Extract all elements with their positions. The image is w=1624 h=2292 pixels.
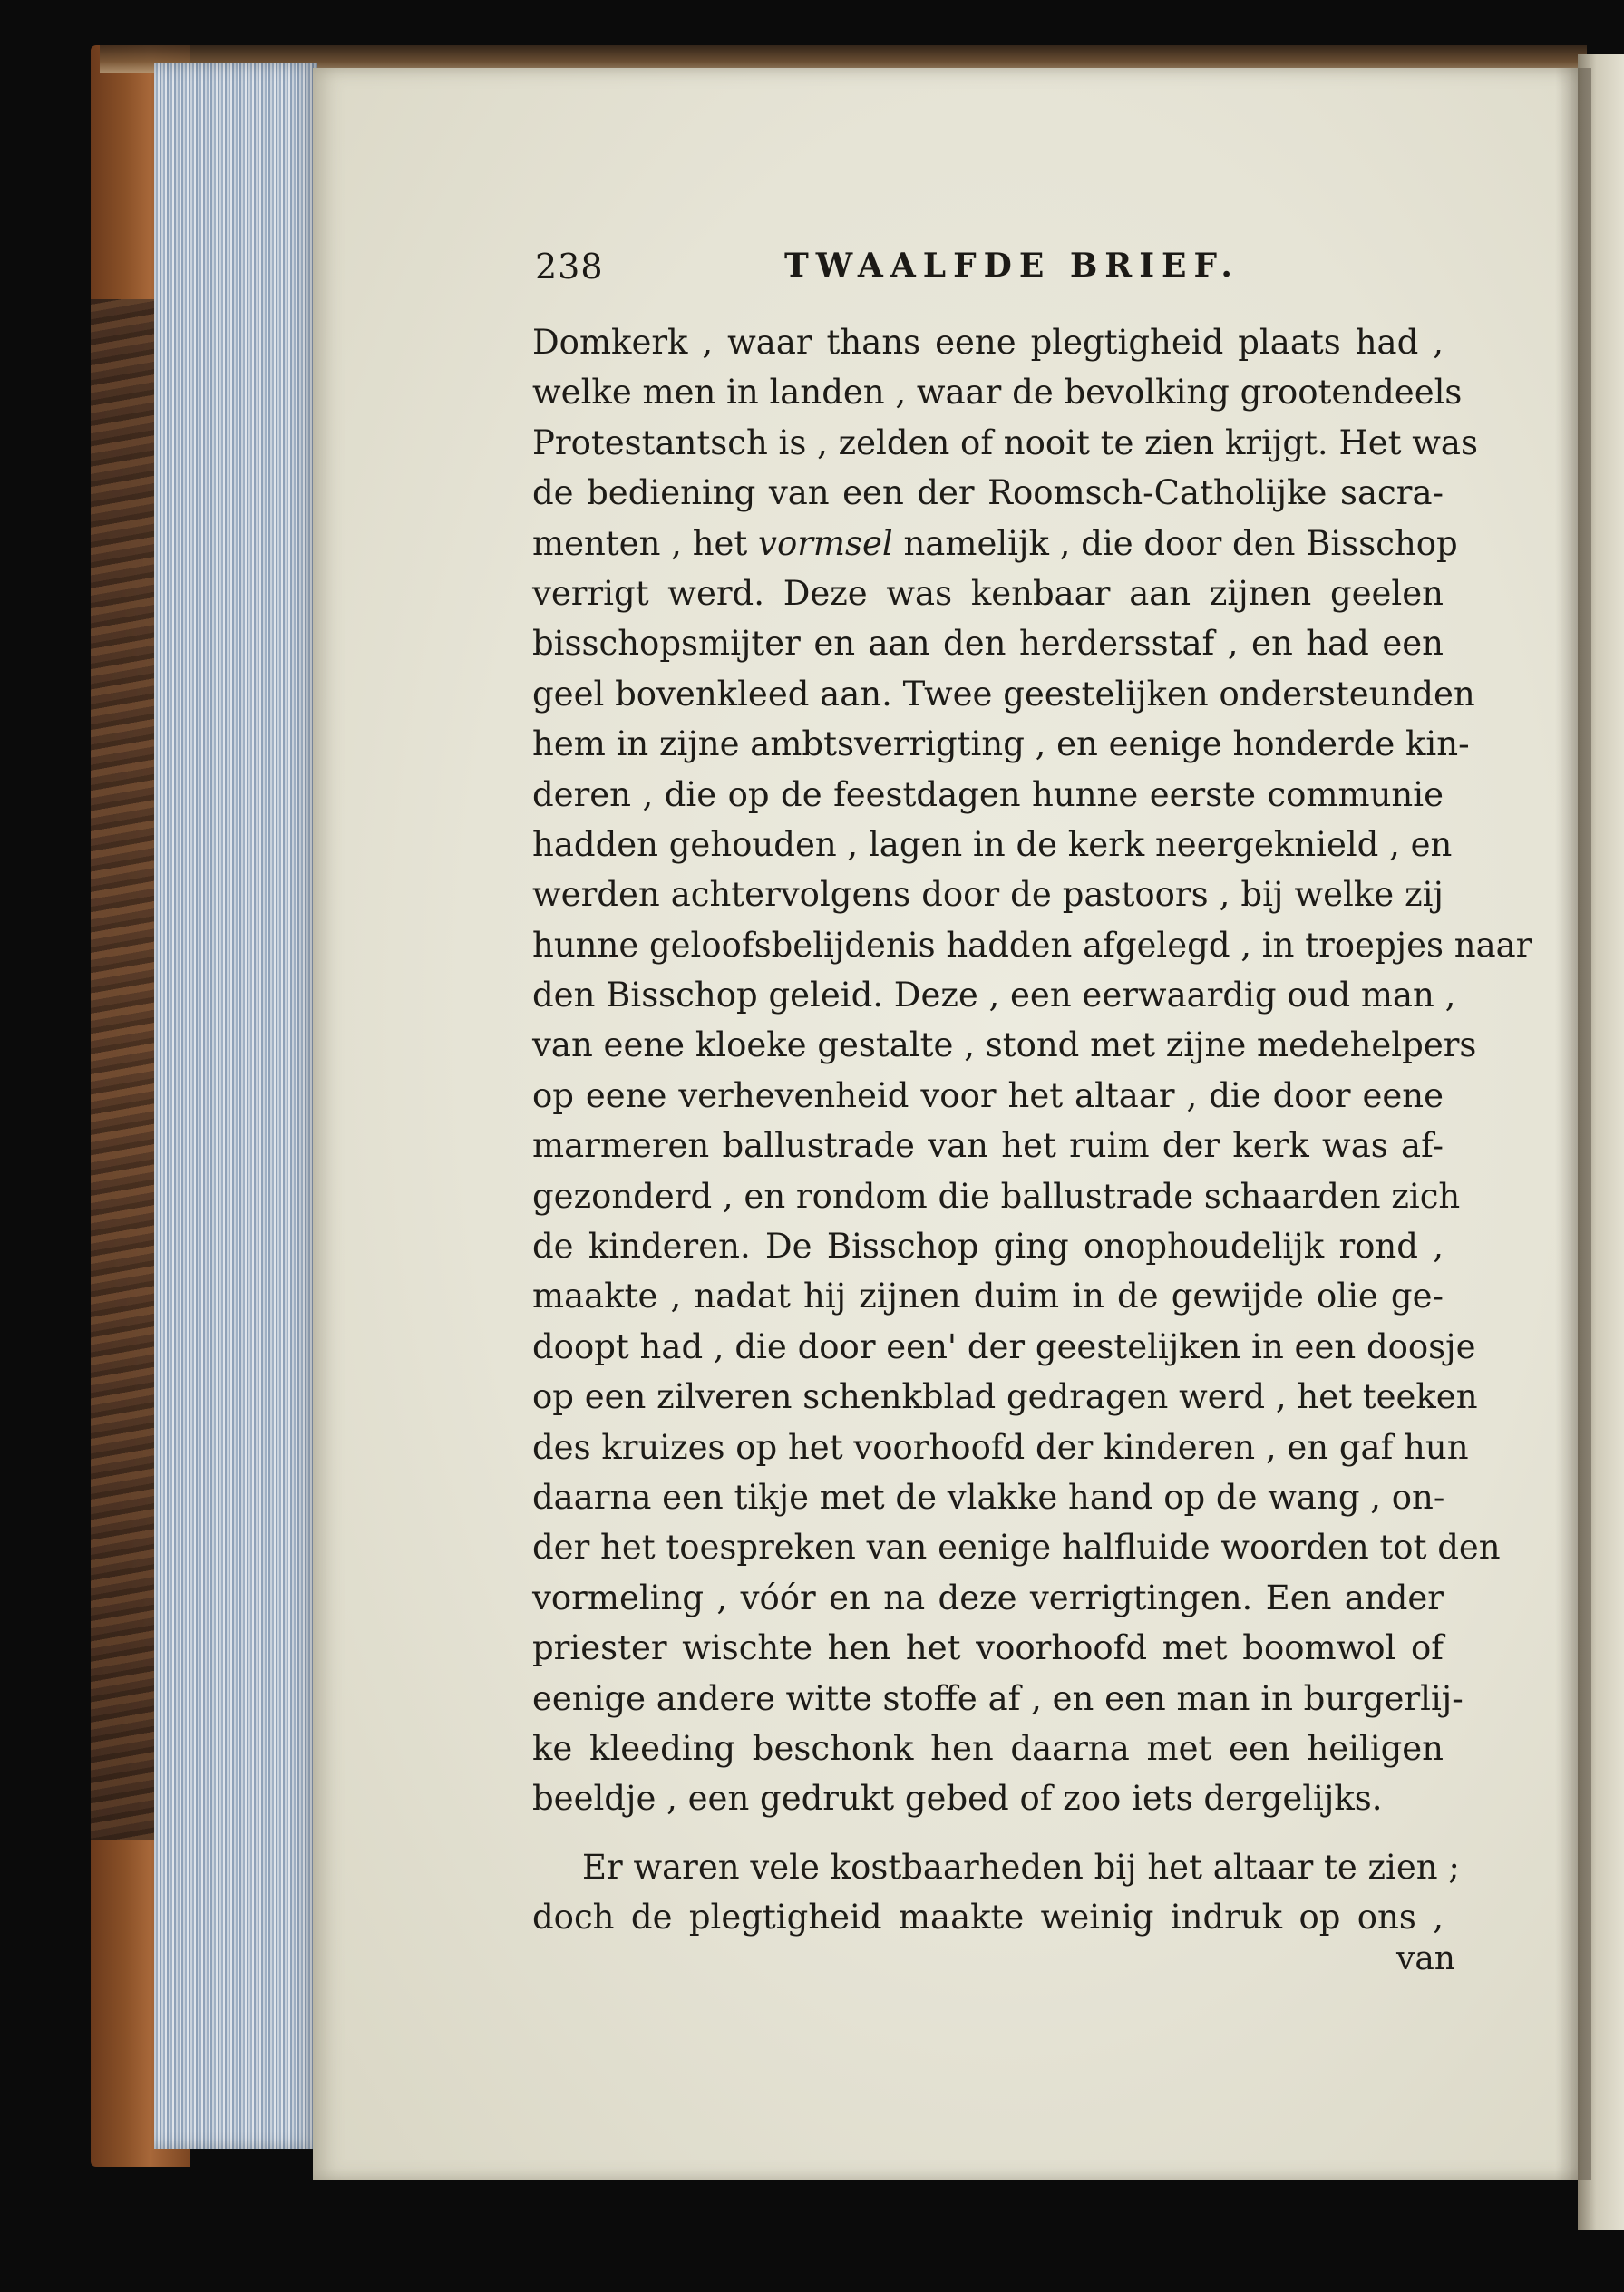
paragraph-gap bbox=[532, 1824, 1444, 1842]
text-line: verrigt werd. Deze was kenbaar aan zijnen geelen bbox=[532, 573, 1444, 613]
text-line: de bediening van een der Roomsch-Catholijke sacra- bbox=[532, 473, 1444, 513]
text-line: ke kleeding beschonk hen daarna met een heiligen bbox=[532, 1728, 1444, 1768]
text-line: menten , het vormsel namelijk , die door den Bisschop bbox=[532, 523, 1458, 563]
text-line: Protestantsch is , zelden of nooit te zien krijgt. Het was bbox=[532, 422, 1478, 462]
text-line: geel bovenkleed aan. Twee geestelijken ondersteunden bbox=[532, 674, 1475, 714]
text-line: deren , die op de feestdagen hunne eerste communie bbox=[532, 774, 1444, 814]
text-line: Er waren vele kostbaarheden bij het altaar te zien ; bbox=[582, 1847, 1460, 1887]
text-line: hunne geloofsbelijdenis hadden afgelegd , in troepjes naar bbox=[532, 925, 1532, 965]
page-header bbox=[535, 247, 1442, 301]
text-line: op een zilveren schenkblad gedragen werd , het teeken bbox=[532, 1377, 1478, 1417]
text-line: marmeren ballustrade van het ruim der kerk was af- bbox=[532, 1126, 1444, 1166]
text-line: op eene verhevenheid voor het altaar , die door eene bbox=[532, 1075, 1444, 1115]
text-line: Domkerk , waar thans eene plegtigheid plaats had , bbox=[532, 323, 1444, 362]
text-line: welke men in landen , waar de bevolking grootendeels bbox=[532, 373, 1463, 413]
catchword: van bbox=[1396, 1940, 1455, 1977]
body-text bbox=[532, 317, 1532, 1943]
text-line: vormeling , vóór en na deze verrigtingen. Een ander bbox=[532, 1578, 1444, 1617]
text-line: gezonderd , en rondom die ballustrade schaarden zich bbox=[532, 1176, 1461, 1216]
text-line: priester wischte hen het voorhoofd met boomwol of bbox=[532, 1628, 1444, 1668]
text-line: van eene kloeke gestalte , stond met zijne medehelpers bbox=[532, 1025, 1477, 1065]
italic-term: vormsel bbox=[758, 523, 893, 563]
text-line: des kruizes op het voorhoofd der kinderen , en gaf hun bbox=[532, 1427, 1469, 1467]
page-number: 238 bbox=[535, 247, 604, 286]
gutter-shadow bbox=[1555, 68, 1591, 2180]
text-line: hadden gehouden , lagen in de kerk neergeknield , en bbox=[532, 824, 1453, 864]
text-line: bisschopsmijter en aan den herdersstaf , en had een bbox=[532, 624, 1444, 664]
text-line: maakte , nadat hij zijnen duim in de gewijde olie ge- bbox=[532, 1277, 1444, 1316]
text-line: werden achtervolgens door de pastoors , bij welke zij bbox=[532, 875, 1444, 915]
text-line: doopt had , die door een' der geestelijken in een doosje bbox=[532, 1326, 1476, 1366]
text-line: den Bisschop geleid. Deze , een eerwaardig oud man , bbox=[532, 976, 1456, 1015]
text-line: der het toespreken van eenige halfluide woorden tot den bbox=[532, 1528, 1501, 1568]
text-line: beeldje , een gedrukt gebed of zoo iets dergelijks. bbox=[532, 1779, 1383, 1819]
text-line: daarna een tikje met de vlakke hand op de wang , on- bbox=[532, 1477, 1445, 1517]
text-line: de kinderen. De Bisschop ging onophoudelijk rond , bbox=[532, 1227, 1444, 1267]
page-fore-edge bbox=[154, 63, 317, 2149]
text-line: hem in zijne ambtsverrigting , en eenige honderde kin- bbox=[532, 724, 1470, 764]
text-line: eenige andere witte stoffe af , en een man in burgerlij- bbox=[532, 1678, 1464, 1718]
running-head: TWAALFDE BRIEF. bbox=[784, 247, 1240, 285]
text-line: doch de plegtigheid maakte weinig indruk op ons , bbox=[532, 1898, 1444, 1938]
